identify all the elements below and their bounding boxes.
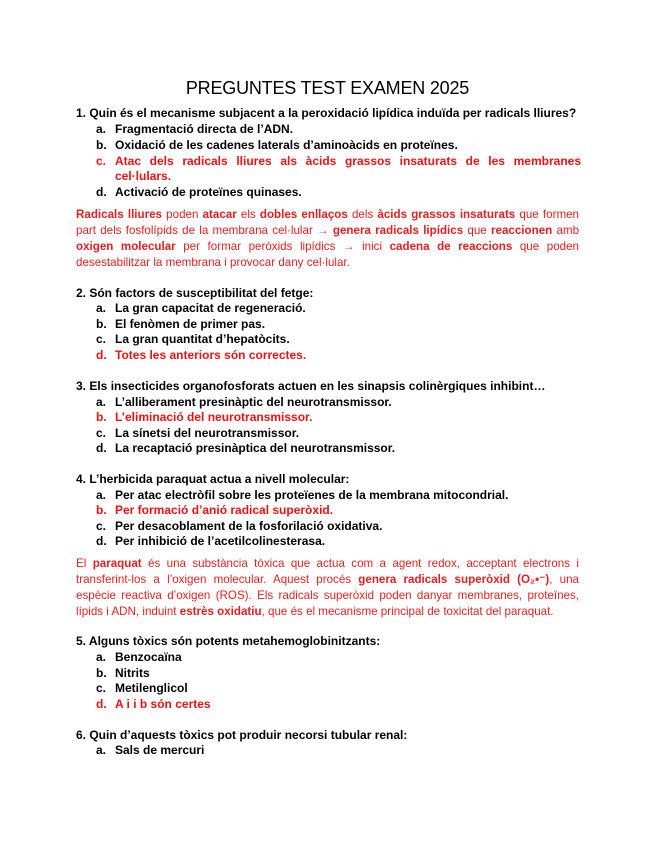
option-letter: a. <box>96 301 107 315</box>
option-letter: c. <box>96 154 107 168</box>
option-text: Totes les anteriors són correctes. <box>115 348 307 362</box>
expl-text: dels <box>347 208 378 221</box>
option-letter: a. <box>96 650 107 664</box>
option-text: Activació de proteïnes quinases. <box>115 185 302 199</box>
expl-text: que <box>463 224 491 237</box>
question-3-option-c <box>96 426 586 441</box>
question-2-option-c <box>96 332 586 347</box>
question-3-option-d <box>96 441 586 456</box>
term-estres-oxidatiu: estrès oxidatiu <box>179 605 262 618</box>
question-5-option-a <box>96 650 586 665</box>
question-1-option-c-correct <box>96 154 586 184</box>
option-letter: b. <box>96 317 107 331</box>
question-1-option-b <box>96 138 586 153</box>
question-1: 1. Quin és el mecanisme subjacent a la peroxidació lipídica induïda per radicals lliures? <box>76 106 577 120</box>
option-letter: c. <box>96 332 107 346</box>
expl-text: que formen part dels fosfolípids de la membrana cel·lular → <box>76 208 579 237</box>
option-text: Oxidació de les cadenes laterals d’aminoàcids en proteïnes. <box>115 138 458 152</box>
expl-text: El <box>76 557 93 570</box>
question-5-option-b <box>96 666 586 681</box>
option-letter: b. <box>96 410 107 424</box>
question-2-option-d-correct <box>96 348 586 363</box>
expl-text: que poden desestabilitzar la membrana i provocar dany cel·lular. <box>76 240 579 269</box>
option-text: Per desacoblament de la fosforilació oxidativa. <box>115 519 383 533</box>
expl-text: per formar peròxids lipídics → inici <box>175 240 390 253</box>
question-1-option-a <box>96 122 586 137</box>
option-letter: d. <box>96 348 107 362</box>
expl-text: és una substància tòxica que actua com a agent redox, acceptant electrons i transferint-los a l’oxigen molecular. Aquest procés <box>76 557 579 586</box>
option-text: La recaptació presinàptica del neurotransmissor. <box>115 441 396 455</box>
option-letter: b. <box>96 666 107 680</box>
option-text: La gran quantitat d’hepatòcits. <box>115 332 290 346</box>
expl-text: amb <box>552 224 580 237</box>
option-letter: a. <box>96 122 107 136</box>
term-atacar: atacar <box>202 208 237 221</box>
question-3-option-a <box>96 395 586 410</box>
option-text: Benzocaïna <box>115 650 182 664</box>
expl-text: els <box>236 208 260 221</box>
explanation-question-1 <box>76 207 579 271</box>
question-3: 3. Els insecticides organofosforats actuen en les sinapsis colinèrgiques inhibint… <box>76 379 546 393</box>
option-letter: d. <box>96 697 107 711</box>
option-letter: d. <box>96 185 107 199</box>
option-text: Fragmentació directa de l’ADN. <box>115 122 294 136</box>
expl-text: , una espècie reactiva d’oxigen (ROS). Els radicals superòxid poden danyar membranes, proteïnes, lípids i ADN, induint <box>76 573 580 618</box>
option-letter: c. <box>96 681 107 695</box>
option-letter: c. <box>96 519 107 533</box>
option-text: Sals de mercuri <box>115 743 205 757</box>
option-text: La sínetsi del neurotransmissor. <box>115 426 300 440</box>
expl-text: poden <box>162 208 203 221</box>
option-letter: d. <box>96 441 107 455</box>
option-text: Nitrits <box>115 666 150 680</box>
option-letter: a. <box>96 743 107 757</box>
term-reaccionen: reaccionen <box>491 224 553 237</box>
option-letter: b. <box>96 503 107 517</box>
question-2-option-a <box>96 301 586 316</box>
option-text: Atac dels radicals lliures als àcids grassos insaturats de les membranes cel·lulars. <box>115 154 581 183</box>
option-letter: b. <box>96 138 107 152</box>
option-text: Per atac electròfil sobre les proteïenes de la membrana mitocondrial. <box>115 488 509 502</box>
term-radicals-superoxid: genera radicals superòxid (O₂•⁻) <box>358 573 550 586</box>
question-5-option-d-correct <box>96 697 586 712</box>
question-4-option-b-correct <box>96 503 586 518</box>
term-dobles-enllacos: dobles enllaços <box>259 208 348 221</box>
explanation-question-4 <box>76 556 579 620</box>
term-oxigen-molecular: oxigen molecular <box>76 240 176 253</box>
option-text: Metilenglicol <box>115 681 188 695</box>
option-text: Per inhibició de l’acetilcolinesterasa. <box>115 534 326 548</box>
question-5-option-c <box>96 681 586 696</box>
option-text: L’eliminació del neurotransmissor. <box>115 410 313 424</box>
option-letter: c. <box>96 426 107 440</box>
question-6-option-a <box>96 743 586 758</box>
option-letter: d. <box>96 534 107 548</box>
expl-text: , que és el mecanisme principal de toxicitat del paraquat. <box>261 605 554 618</box>
page-title: PREGUNTES TEST EXAMEN 2025 <box>185 78 470 98</box>
term-cadena-reaccions: cadena de reaccions <box>389 240 513 253</box>
option-text: Per formació d’anió radical superòxid. <box>115 503 334 517</box>
term-paraquat: paraquat <box>92 557 142 570</box>
option-letter: a. <box>96 488 107 502</box>
term-radicals: Radicals lliures <box>76 208 163 221</box>
option-text: El fenòmen de primer pas. <box>115 317 266 331</box>
option-text: L’alliberament presinàptic del neurotransmissor. <box>115 395 392 409</box>
option-text: A i i b són certes <box>115 697 211 711</box>
term-acids-grassos: àcids grassos insaturats <box>377 208 516 221</box>
question-2: 2. Són factors de susceptibilitat del fetge: <box>76 286 314 300</box>
question-2-option-b <box>96 317 586 332</box>
question-4-option-a <box>96 488 586 503</box>
question-3-option-b-correct <box>96 410 586 425</box>
question-5: 5. Alguns tòxics són potents metahemoglobinitzants: <box>76 634 381 648</box>
term-radicals-lipidics: genera radicals lipídics <box>332 224 464 237</box>
question-1-option-d <box>96 185 586 200</box>
question-6: 6. Quin d’aquests tòxics pot produir necorsi tubular renal: <box>76 728 408 742</box>
question-4-option-d <box>96 534 586 549</box>
question-4: 4. L’herbicida paraquat actua a nivell molecular: <box>76 472 350 486</box>
option-text: La gran capacitat de regeneració. <box>115 301 306 315</box>
option-letter: a. <box>96 395 107 409</box>
question-4-option-c <box>96 519 586 534</box>
